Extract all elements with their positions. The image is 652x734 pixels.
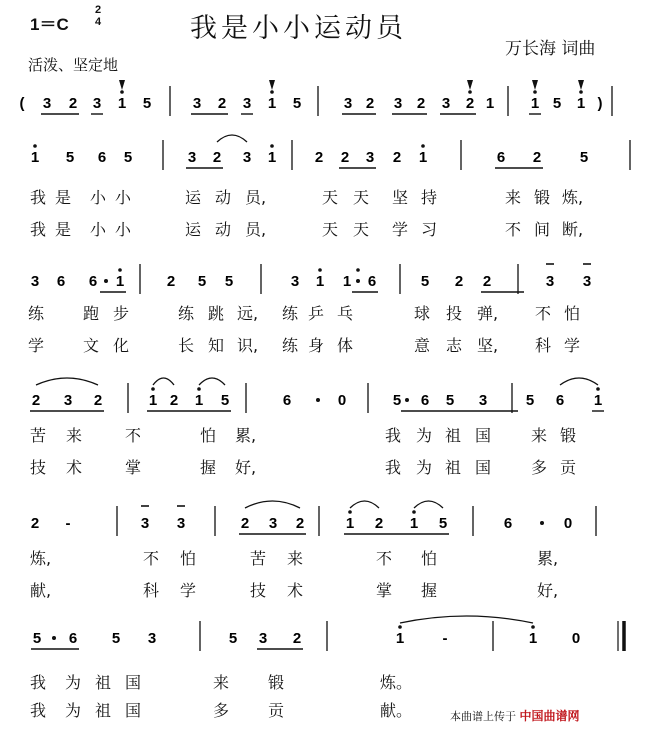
lyric-char: 技 (250, 581, 267, 600)
lyric-char: 我 (30, 220, 47, 239)
lyric-char: 远, (237, 304, 259, 323)
lyric-char: 祖 (445, 426, 462, 445)
note: ( (19, 95, 25, 112)
lyric-char: 不 (143, 549, 160, 568)
augmentation-dot (316, 398, 320, 402)
note: 5 (197, 273, 207, 290)
augmentation-dot (356, 279, 360, 283)
lyric-char: 动 (215, 188, 232, 207)
time-signature-top: 2 (95, 4, 102, 16)
lyric-char: 炼, (562, 188, 584, 207)
lyric-char: 练 (28, 304, 45, 323)
lyric-char: 持 (421, 188, 438, 207)
note: 2 (169, 392, 179, 409)
lyric-char: 来 (287, 549, 304, 568)
accent-mark (578, 80, 584, 90)
dash-note: - (442, 630, 448, 647)
note: 3 (393, 95, 403, 112)
lyric-char: 运 (185, 220, 202, 239)
lyric-char: 身 (308, 336, 325, 355)
high-octave-dot (533, 90, 537, 94)
note: 5 (579, 149, 589, 166)
note: 2 (93, 392, 103, 409)
note: 1 (267, 95, 277, 112)
lyric-char: 掌 (125, 458, 142, 477)
note: 2 (295, 515, 305, 532)
accent-mark (467, 80, 473, 90)
note: 5 (224, 273, 234, 290)
note: 2 (365, 95, 375, 112)
lyric-char: 动 (215, 220, 232, 239)
lyric-char: 小 (115, 220, 132, 239)
note: 3 (63, 392, 73, 409)
note: 2 (68, 95, 78, 112)
note: 1 (530, 95, 540, 112)
lyric-char: 多 (213, 701, 230, 720)
note: 1 (528, 630, 538, 647)
note: 1 (117, 95, 127, 112)
lyric-char: 好, (537, 581, 559, 600)
note: 6 (88, 273, 98, 290)
lyric-char: 国 (475, 458, 492, 477)
high-octave-dot (120, 90, 124, 94)
slur (153, 378, 174, 385)
lyric-char: 祖 (445, 458, 462, 477)
note: 5 (65, 149, 75, 166)
note: 5 (220, 392, 230, 409)
lyric-char: 炼, (30, 549, 52, 568)
high-octave-dot (421, 144, 425, 148)
note: 2 (532, 149, 542, 166)
high-octave-dot (197, 387, 201, 391)
lyric-char: 长 (178, 336, 195, 355)
lyric-char: 员, (245, 220, 267, 239)
lyric-char: 坚 (392, 188, 409, 207)
slur (350, 501, 379, 508)
note: 3 (176, 515, 186, 532)
note: 6 (56, 273, 66, 290)
note: 1 (194, 392, 204, 409)
note: 3 (545, 273, 555, 290)
lyric-char: 技 (30, 458, 47, 477)
note: 1 (345, 515, 355, 532)
slur (400, 616, 533, 623)
note: 1 (593, 392, 603, 409)
lyric-char: 学 (392, 220, 409, 239)
lyric-char: 识, (237, 336, 259, 355)
tempo-marking: 活泼、坚定地 (28, 56, 119, 74)
lyric-char: 好, (235, 458, 257, 477)
note: 2 (166, 273, 176, 290)
note: 1 (418, 149, 428, 166)
slur (245, 501, 300, 508)
lyric-char: 为 (416, 426, 433, 445)
lyric-char: 间 (534, 220, 551, 239)
note: 5 (392, 392, 402, 409)
high-octave-dot (33, 144, 37, 148)
note: 6 (367, 273, 377, 290)
lyric-char: 献, (30, 581, 52, 600)
note: 2 (416, 95, 426, 112)
lyric-char: 锻 (268, 673, 285, 692)
note: 5 (123, 149, 133, 166)
note: 1 (148, 392, 158, 409)
augmentation-dot (405, 398, 409, 402)
lyric-char: 跳 (208, 304, 225, 323)
note: 6 (503, 515, 513, 532)
note: 3 (290, 273, 300, 290)
lyric-char: 苦 (30, 426, 47, 445)
note: 3 (242, 149, 252, 166)
upload-note: 本曲谱上传于 (450, 710, 516, 723)
lyric-char: 国 (125, 673, 142, 692)
note: 2 (314, 149, 324, 166)
accent-mark (119, 80, 125, 90)
lyric-char: 累, (235, 426, 257, 445)
lyric-char: 来 (66, 426, 83, 445)
lyric-char: 握 (200, 458, 217, 477)
lyric-char: 科 (535, 336, 552, 355)
note: ) (597, 95, 603, 112)
lyric-char: 不 (535, 304, 552, 323)
note: 2 (340, 149, 350, 166)
lyric-char: 来 (531, 426, 548, 445)
lyric-char: 为 (65, 673, 82, 692)
lyric-char: 不 (505, 220, 522, 239)
accent-mark (269, 80, 275, 90)
high-octave-dot (398, 625, 402, 629)
note: 3 (92, 95, 102, 112)
lyric-char: 为 (65, 701, 82, 720)
time-signature-bottom: 4 (95, 16, 102, 28)
lyric-char: 我 (30, 673, 47, 692)
note: 6 (68, 630, 78, 647)
slur (414, 501, 443, 508)
note: 1 (395, 630, 405, 647)
note: 5 (525, 392, 535, 409)
lyric-char: 我 (385, 458, 402, 477)
lyric-char: 我 (30, 188, 47, 207)
lyric-char: 为 (416, 458, 433, 477)
lyric-char: 贡 (560, 458, 577, 477)
high-octave-dot (531, 625, 535, 629)
slur (36, 378, 98, 385)
note: 3 (365, 149, 375, 166)
song-title: 我是小小运动员 (190, 13, 407, 44)
high-octave-dot (356, 268, 360, 272)
lyric-char: 小 (90, 220, 107, 239)
note: 1 (315, 273, 325, 290)
note: 3 (478, 392, 488, 409)
lyric-char: 学 (28, 336, 45, 355)
lyric-char: 我 (385, 426, 402, 445)
note: 6 (555, 392, 565, 409)
lyric-char: 坚, (477, 336, 499, 355)
lyric-char: 知 (208, 336, 225, 355)
lyric-char: 体 (337, 336, 354, 355)
footer-credit (450, 707, 580, 724)
lyric-char: 跑 (83, 304, 100, 323)
lyric-char: 不 (376, 549, 393, 568)
lyric-char: 步 (113, 304, 130, 323)
lyric-char: 来 (505, 188, 522, 207)
high-octave-dot (270, 144, 274, 148)
lyric-char: 怕 (564, 304, 581, 323)
lyric-char: 是 (55, 188, 72, 207)
augmentation-dot (52, 636, 56, 640)
lyric-char: 志 (446, 336, 463, 355)
note: 5 (32, 630, 42, 647)
lyric-char: 是 (55, 220, 72, 239)
note: 0 (337, 392, 347, 409)
lyric-char: 怕 (421, 549, 438, 568)
high-octave-dot (318, 268, 322, 272)
lyric-char: 天 (353, 220, 370, 239)
lyric-char: 怕 (200, 426, 217, 445)
augmentation-dot (104, 279, 108, 283)
note: 3 (30, 273, 40, 290)
note: 3 (242, 95, 252, 112)
lyric-char: 贡 (268, 701, 285, 720)
high-octave-dot (118, 268, 122, 272)
lyric-char: 国 (125, 701, 142, 720)
lyric-char: 乓 (337, 304, 354, 323)
note: 1 (115, 273, 125, 290)
note: 5 (445, 392, 455, 409)
lyric-char: 祖 (95, 673, 112, 692)
lyric-char: 术 (66, 458, 83, 477)
note: 2 (240, 515, 250, 532)
note: 2 (454, 273, 464, 290)
site-logo[interactable]: 中国曲谱网 (519, 709, 580, 723)
note: 1 (267, 149, 277, 166)
lyric-char: 苦 (250, 549, 267, 568)
lyric-char: 锻 (534, 188, 551, 207)
note: 5 (228, 630, 238, 647)
note: 2 (392, 149, 402, 166)
note: 1 (576, 95, 586, 112)
lyric-char: 文 (83, 336, 100, 355)
high-octave-dot (151, 387, 155, 391)
high-octave-dot (468, 90, 472, 94)
note: 2 (217, 95, 227, 112)
lyric-char: 国 (475, 426, 492, 445)
lyric-char: 我 (30, 701, 47, 720)
lyric-char: 小 (90, 188, 107, 207)
slur (217, 135, 247, 142)
note: 3 (147, 630, 157, 647)
lyric-char: 球 (414, 304, 431, 323)
note: 2 (374, 515, 384, 532)
note: 5 (111, 630, 121, 647)
note: 6 (420, 392, 430, 409)
dash-note: - (65, 515, 71, 532)
lyric-char: 学 (180, 581, 197, 600)
lyric-char: 术 (287, 581, 304, 600)
note: 5 (292, 95, 302, 112)
lyric-char: 献。 (380, 701, 413, 720)
lyric-char: 多 (531, 458, 548, 477)
note: 5 (142, 95, 152, 112)
slur (199, 378, 225, 385)
slur (560, 378, 598, 385)
lyric-char: 练 (178, 304, 195, 323)
lyric-char: 天 (353, 188, 370, 207)
lyric-char: 握 (421, 581, 438, 600)
note: 3 (42, 95, 52, 112)
note: 2 (465, 95, 475, 112)
lyric-char: 化 (113, 336, 130, 355)
lyric-char: 累, (537, 549, 559, 568)
lyric-char: 不 (125, 426, 142, 445)
lyric-char: 祖 (95, 701, 112, 720)
note: 5 (552, 95, 562, 112)
note: 1 (342, 273, 352, 290)
high-octave-dot (579, 90, 583, 94)
high-octave-dot (270, 90, 274, 94)
note: 1 (409, 515, 419, 532)
lyric-char: 炼。 (380, 673, 413, 692)
high-octave-dot (596, 387, 600, 391)
note: 2 (30, 515, 40, 532)
note: 6 (282, 392, 292, 409)
note: 5 (438, 515, 448, 532)
note: 3 (582, 273, 592, 290)
lyric-char: 锻 (560, 426, 577, 445)
note: 3 (192, 95, 202, 112)
lyric-char: 天 (322, 188, 339, 207)
accent-mark (532, 80, 538, 90)
note: 6 (496, 149, 506, 166)
lyric-char: 习 (421, 220, 438, 239)
lyric-char: 科 (143, 581, 160, 600)
lyric-char: 来 (213, 673, 230, 692)
lyric-char: 学 (564, 336, 581, 355)
lyric-char: 运 (185, 188, 202, 207)
lyric-char: 意 (414, 336, 431, 355)
key-signature: 1＝C (30, 15, 69, 34)
lyric-char: 乒 (308, 304, 325, 323)
note: 3 (258, 630, 268, 647)
lyric-char: 小 (115, 188, 132, 207)
note: 2 (31, 392, 41, 409)
lyric-char: 投 (446, 304, 463, 323)
note: 3 (441, 95, 451, 112)
lyric-char: 天 (322, 220, 339, 239)
lyric-char: 怕 (180, 549, 197, 568)
note: 0 (563, 515, 573, 532)
note: 1 (485, 95, 495, 112)
lyricist-composer: 万长海 词曲 (505, 39, 596, 59)
high-octave-dot (412, 510, 416, 514)
note: 2 (212, 149, 222, 166)
lyric-char: 员, (245, 188, 267, 207)
note: 2 (482, 273, 492, 290)
note: 0 (571, 630, 581, 647)
lyric-char: 弹, (477, 304, 499, 323)
lyric-char: 掌 (376, 581, 393, 600)
note: 3 (268, 515, 278, 532)
lyric-char: 练 (282, 304, 299, 323)
note: 2 (292, 630, 302, 647)
note: 6 (97, 149, 107, 166)
lyric-char: 断, (562, 220, 584, 239)
augmentation-dot (540, 521, 544, 525)
lyric-char: 练 (282, 336, 299, 355)
note: 3 (140, 515, 150, 532)
high-octave-dot (348, 510, 352, 514)
note: 5 (420, 273, 430, 290)
note: 1 (30, 149, 40, 166)
note: 3 (343, 95, 353, 112)
note: 3 (187, 149, 197, 166)
